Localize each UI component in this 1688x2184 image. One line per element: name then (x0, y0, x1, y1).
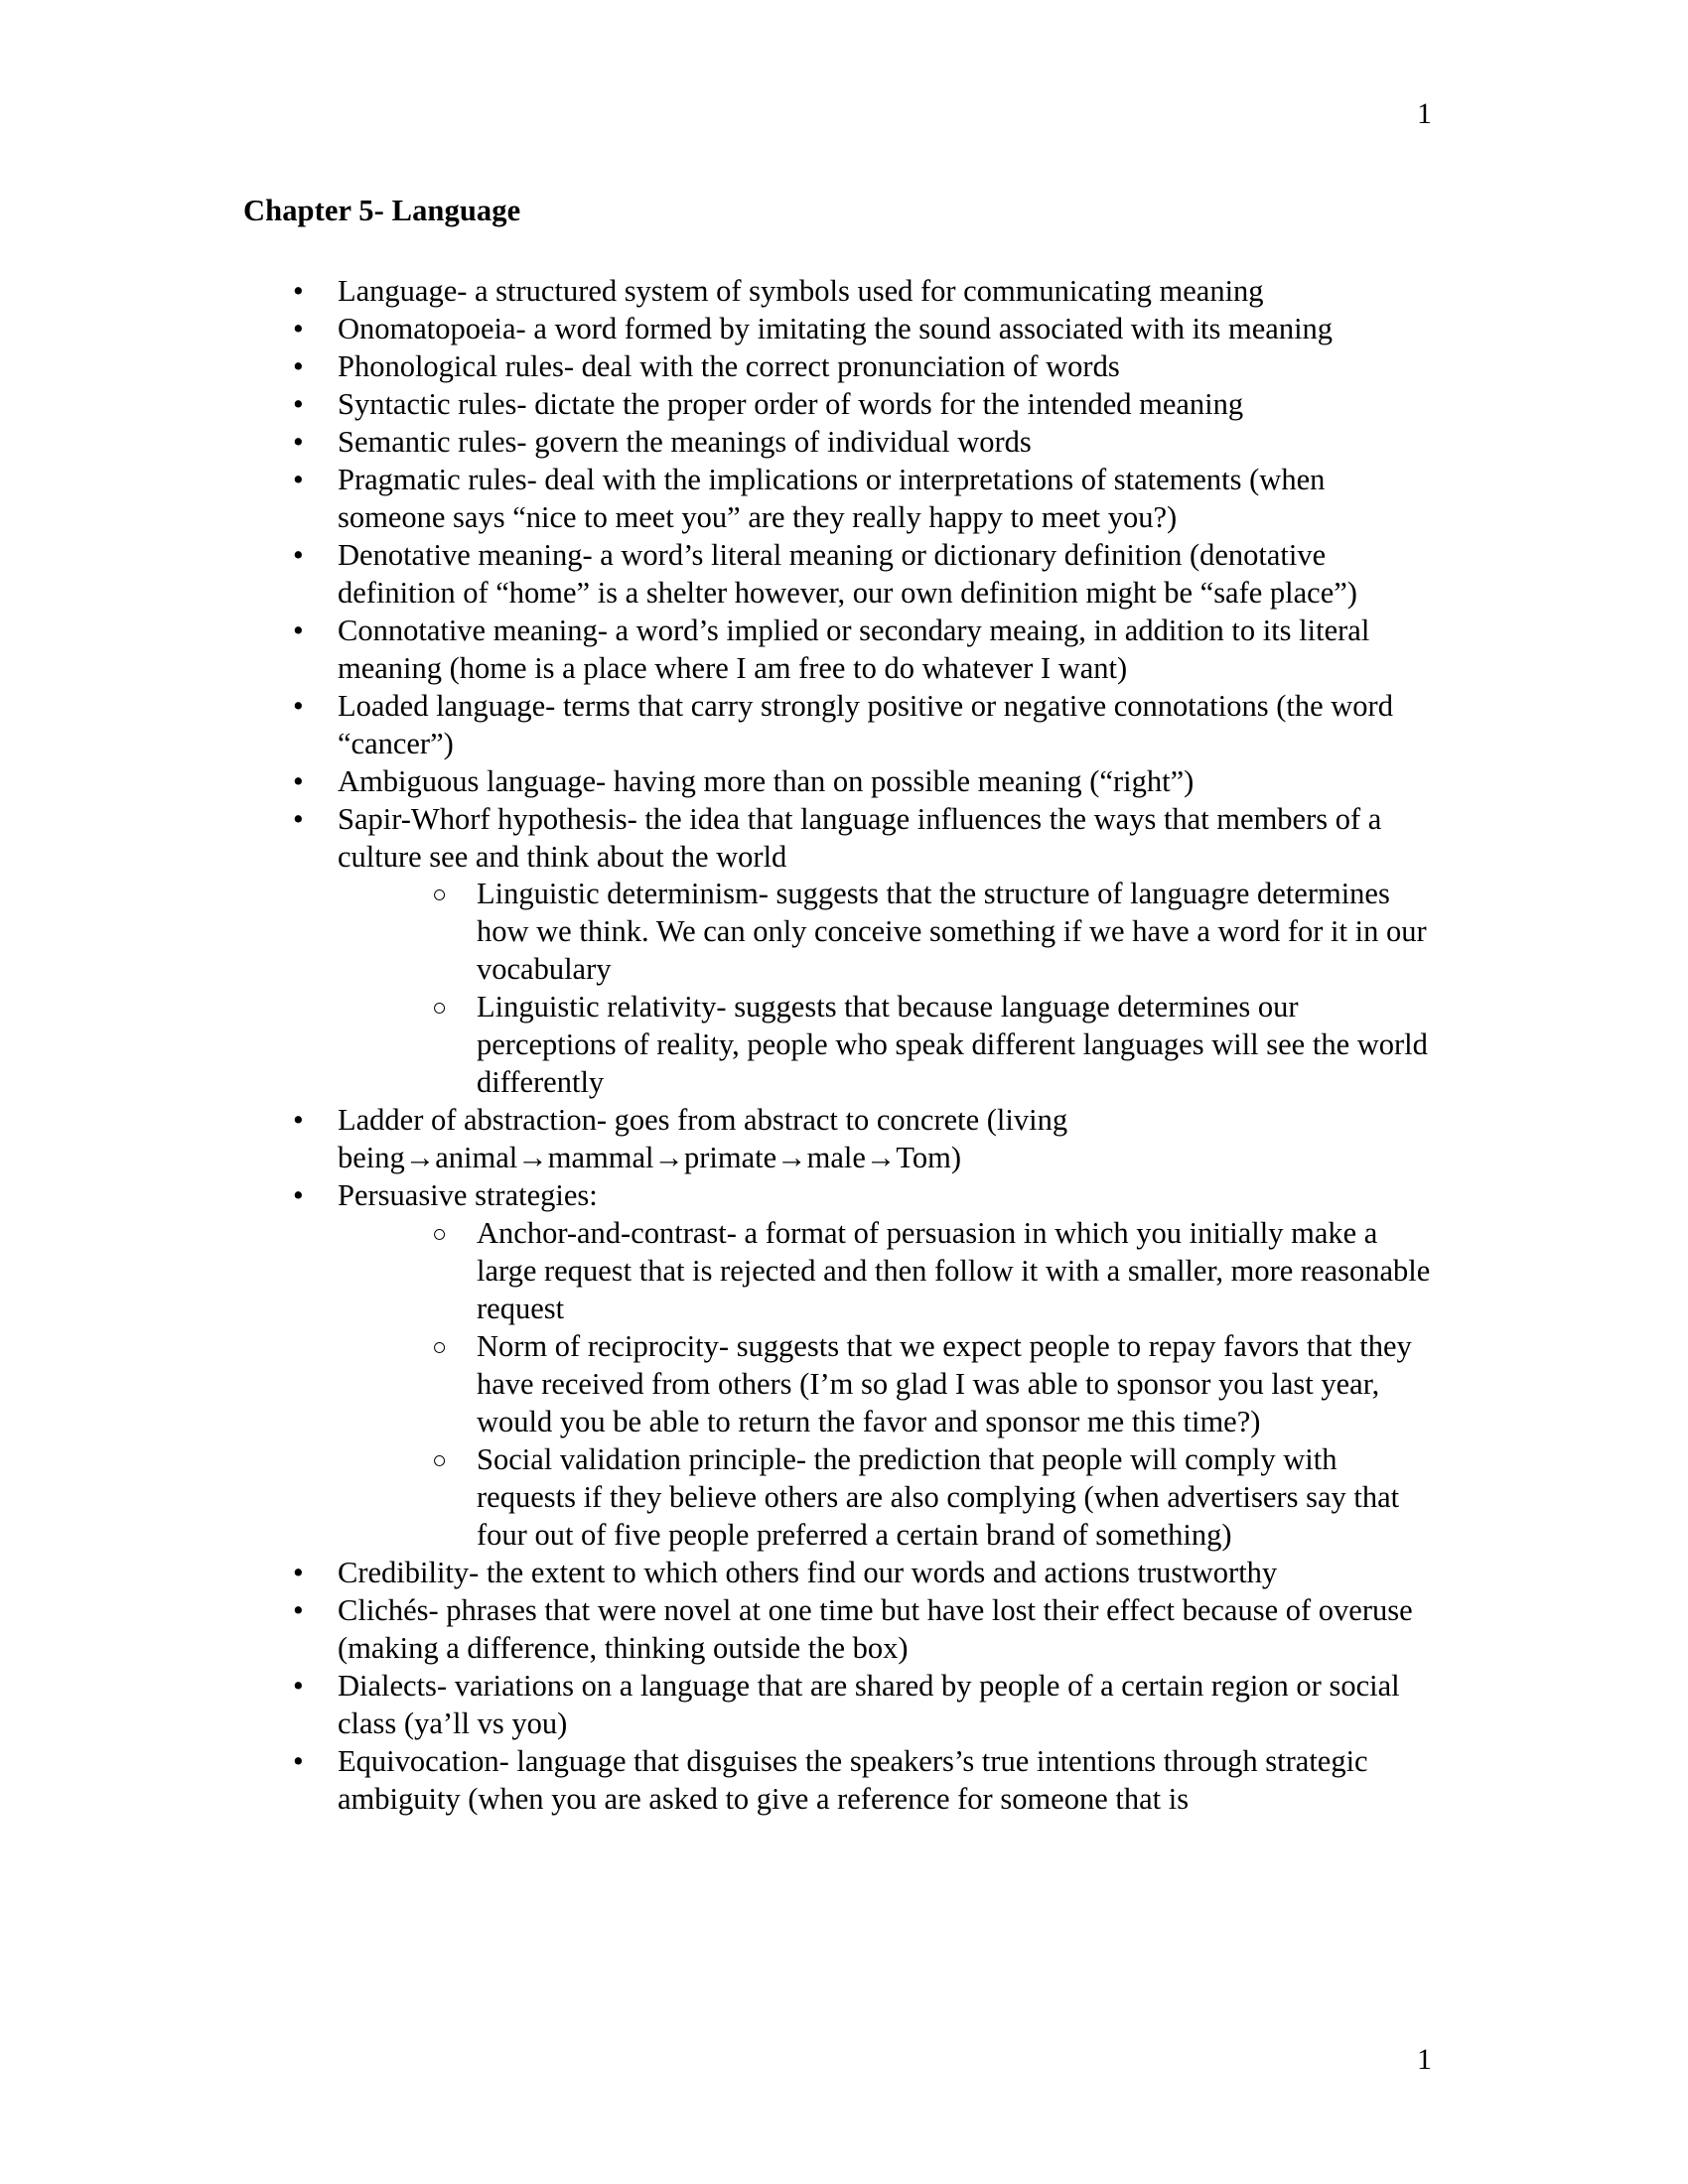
outline-list (243, 273, 1435, 1819)
bullet-icon: • (293, 688, 304, 723)
outline-item-ambiguous-language (243, 763, 1435, 801)
outline-item-text: Denotative meaning- a word’s literal meaning or dictionary definition (denotative definition of “home” is a shelter however, our own definition might be “safe place”) (338, 537, 1357, 610)
outline-item-linguistic-relativity (243, 989, 1435, 1102)
sub-bullet-icon: ○ (432, 1447, 448, 1475)
outline-item-text: Linguistic relativity- suggests that because language determines our perceptions of reality, people who speak different languages will see the world differently (477, 990, 1428, 1100)
outline-item-cliches (243, 1592, 1435, 1668)
outline-item-text: Language- a structured system of symbols used for communicating meaning (338, 273, 1264, 308)
page-number-header: 1 (1417, 97, 1432, 130)
bullet-icon: • (293, 386, 304, 421)
outline-item-denotative-meaning (243, 537, 1435, 613)
bullet-icon: • (293, 273, 304, 308)
outline-item-text: Equivocation- language that disguises the speakers’s true intentions through strategic ambiguity (when you are asked to give a reference for someone that is (338, 1743, 1368, 1816)
outline-item-text: Dialects- variations on a language that are shared by people of a certain region or social class (ya’ll vs you) (338, 1668, 1400, 1740)
outline-item-phonological-rules (243, 348, 1435, 386)
page-number-footer: 1 (1417, 2043, 1432, 2076)
bullet-icon: • (293, 537, 304, 572)
outline-item-text: Ladder of abstraction- goes from abstract to concrete (living being→animal→mammal→primate→male→Tom) (338, 1103, 1068, 1175)
outline-item-anchor-and-contrast (243, 1215, 1435, 1328)
sub-bullet-icon: ○ (432, 882, 448, 909)
outline-item-text: Onomatopoeia- a word formed by imitating the sound associated with its meaning (338, 311, 1334, 345)
bullet-icon: • (293, 801, 304, 836)
outline-item-semantic-rules (243, 424, 1435, 462)
outline-item-dialects (243, 1668, 1435, 1743)
outline-item-credibility (243, 1555, 1435, 1592)
outline-sublist (243, 876, 1435, 1102)
bullet-icon: • (293, 462, 304, 496)
outline-item-sapir-whorf-hypothesis (243, 801, 1435, 1103)
outline-item-text: Persuasive strategies: (338, 1178, 598, 1213)
outline-item-persuasive-strategies (243, 1177, 1435, 1555)
outline-item-language (243, 273, 1435, 311)
sub-bullet-icon: ○ (432, 1334, 448, 1362)
outline-item-syntactic-rules (243, 386, 1435, 424)
outline-item-text: Clichés- phrases that were novel at one time but have lost their effect because of overuse (making a difference, thinking outside the box) (338, 1592, 1413, 1665)
outline-item-text: Syntactic rules- dictate the proper order of words for the intended meaning (338, 386, 1244, 421)
outline-item-pragmatic-rules (243, 462, 1435, 537)
outline-item-text: Semantic rules- govern the meanings of individual words (338, 424, 1032, 459)
outline-item-norm-of-reciprocity (243, 1328, 1435, 1441)
outline-item-text: Norm of reciprocity- suggests that we expect people to repay favors that they have received from others (I’m so glad I was able to sponsor you last year, would you be able to return the favor and sponsor me this time?) (477, 1329, 1412, 1439)
outline-item-text: Loaded language- terms that carry strongly positive or negative connotations (the word “cancer”) (338, 688, 1393, 760)
outline-item-text: Pragmatic rules- deal with the implications or interpretations of statements (when someone says “nice to meet you” are they really happy to meet you?) (338, 462, 1326, 534)
outline-item-text: Anchor-and-contrast- a format of persuasion in which you initially make a large request that is rejected and then follow it with a smaller, more reasonable request (477, 1216, 1431, 1326)
bullet-icon: • (293, 424, 304, 459)
outline-item-loaded-language (243, 688, 1435, 763)
outline-item-text: Connotative meaning- a word’s implied or secondary meaing, in addition to its literal meaning (home is a place where I am free to do whatever I want) (338, 613, 1370, 685)
bullet-icon: • (293, 348, 304, 383)
outline-sublist (243, 1215, 1435, 1555)
outline-item-equivocation (243, 1743, 1435, 1819)
bullet-icon: • (293, 763, 304, 798)
bullet-icon: • (293, 1668, 304, 1703)
outline-item-ladder-of-abstraction (243, 1102, 1435, 1177)
bullet-icon: • (293, 1178, 304, 1213)
outline-item-text: Sapir-Whorf hypothesis- the idea that language influences the ways that members of a culture see and think about the world (338, 801, 1382, 874)
bullet-icon: • (293, 1592, 304, 1627)
page-title: Chapter 5- Language (243, 194, 521, 227)
sub-bullet-icon: ○ (432, 995, 448, 1023)
bullet-icon: • (293, 311, 304, 345)
outline-item-connotative-meaning (243, 613, 1435, 688)
outline-item-text: Credibility- the extent to which others find our words and actions trustworthy (338, 1555, 1278, 1589)
document-body (243, 194, 1435, 1819)
outline-item-social-validation-principle (243, 1441, 1435, 1555)
bullet-icon: • (293, 1103, 304, 1138)
outline-item-linguistic-determinism (243, 876, 1435, 989)
outline-item-text: Ambiguous language- having more than on possible meaning (“right”) (338, 763, 1195, 798)
bullet-icon: • (293, 1555, 304, 1589)
bullet-icon: • (293, 613, 304, 647)
sub-bullet-icon: ○ (432, 1221, 448, 1249)
outline-item-text: Social validation principle- the prediction that people will comply with requests if they believe others are also complying (when advertisers say that four out of five people preferred a certain brand of something) (477, 1442, 1400, 1552)
outline-item-text: Linguistic determinism- suggests that the structure of languagre determines how we think. We can only conceive something if we have a word for it in our vocabulary (477, 877, 1427, 987)
bullet-icon: • (293, 1743, 304, 1778)
outline-item-text: Phonological rules- deal with the correct pronunciation of words (338, 348, 1120, 383)
outline-item-onomatopoeia (243, 311, 1435, 348)
